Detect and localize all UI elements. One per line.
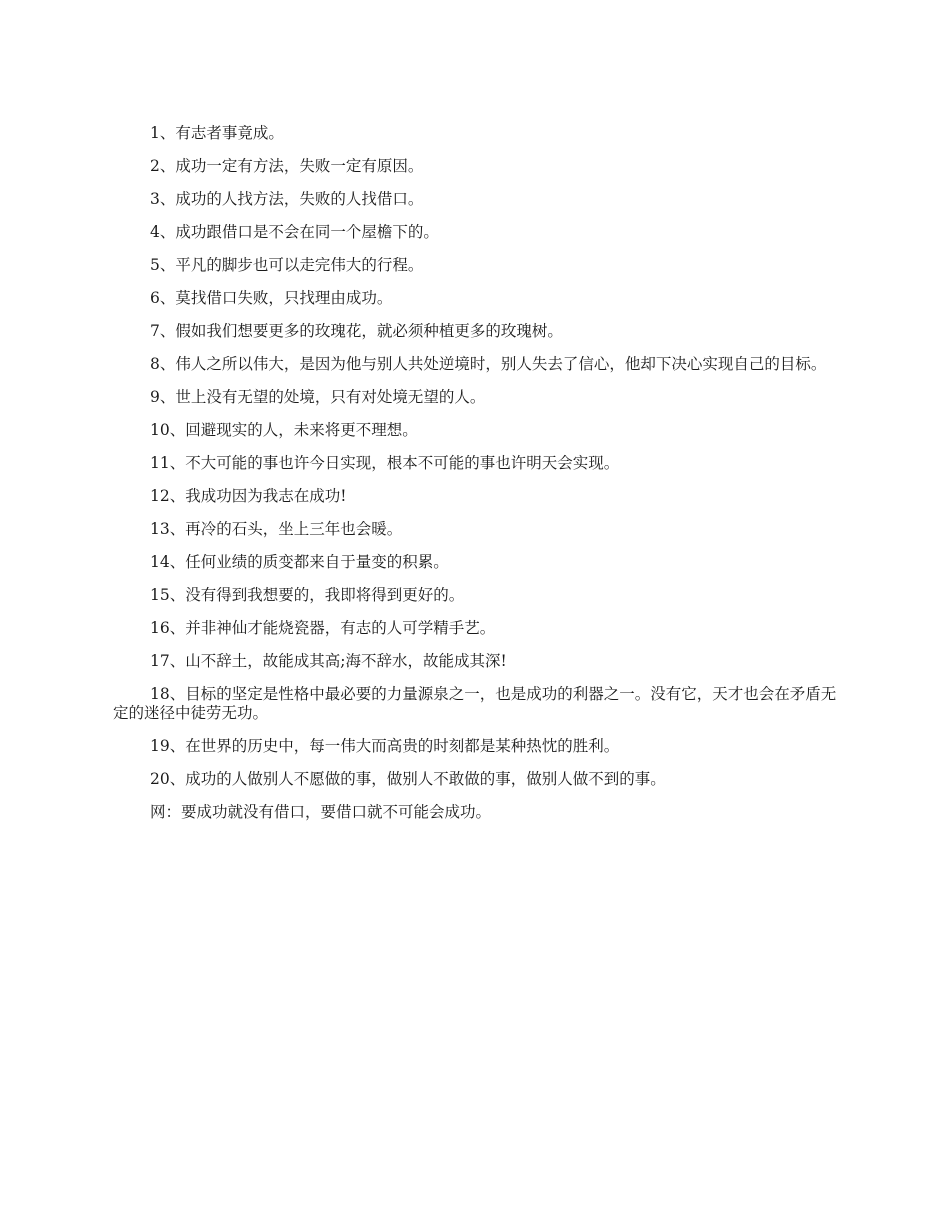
- paragraph-14: 14、任何业绩的质变都来自于量变的积累。: [150, 553, 449, 571]
- document-body: [113, 124, 837, 836]
- paragraph-17: 17、山不辞土，故能成其高;海不辞水，故能成其深!: [150, 652, 507, 670]
- paragraph-8: 8、伟人之所以伟大，是因为他与别人共处逆境时，别人失去了信心，他却下决心实现自己的目标。: [150, 355, 827, 373]
- paragraph-11: 11、不大可能的事也许今日实现，根本不可能的事也许明天会实现。: [150, 454, 620, 472]
- paragraph-4: 4、成功跟借口是不会在同一个屋檐下的。: [150, 223, 439, 241]
- paragraph-18: 18、目标的坚定是性格中最必要的力量源泉之一，也是成功的利器之一。没有它，天才也会在矛盾无定的迷径中徒劳无功。: [113, 685, 837, 722]
- paragraph-5: 5、平凡的脚步也可以走完伟大的行程。: [150, 256, 424, 274]
- paragraph-1: 1、有志者事竟成。: [150, 124, 284, 142]
- paragraph-2: 2、成功一定有方法，失败一定有原因。: [150, 157, 424, 175]
- paragraph-19: 19、在世界的历史中，每一伟大而高贵的时刻都是某种热忱的胜利。: [150, 737, 620, 755]
- paragraph-9: 9、世上没有无望的处境，只有对处境无望的人。: [150, 388, 486, 406]
- paragraph-6: 6、莫找借口失败，只找理由成功。: [150, 289, 393, 307]
- paragraph-13: 13、再冷的石头，坐上三年也会暖。: [150, 520, 403, 538]
- paragraph-16: 16、并非神仙才能烧瓷器，有志的人可学精手艺。: [150, 619, 496, 637]
- paragraph-10: 10、回避现实的人，未来将更不理想。: [150, 421, 418, 439]
- paragraph-7: 7、假如我们想要更多的玫瑰花，就必须种植更多的玫瑰树。: [150, 322, 563, 340]
- paragraph-closing: 网：要成功就没有借口，要借口就不可能会成功。: [150, 803, 492, 821]
- paragraph-12: 12、我成功因为我志在成功!: [150, 487, 347, 505]
- paragraph-3: 3、成功的人找方法，失败的人找借口。: [150, 190, 424, 208]
- paragraph-20: 20、成功的人做别人不愿做的事，做别人不敢做的事，做别人做不到的事。: [150, 770, 666, 788]
- paragraph-15: 15、没有得到我想要的，我即将得到更好的。: [150, 586, 465, 604]
